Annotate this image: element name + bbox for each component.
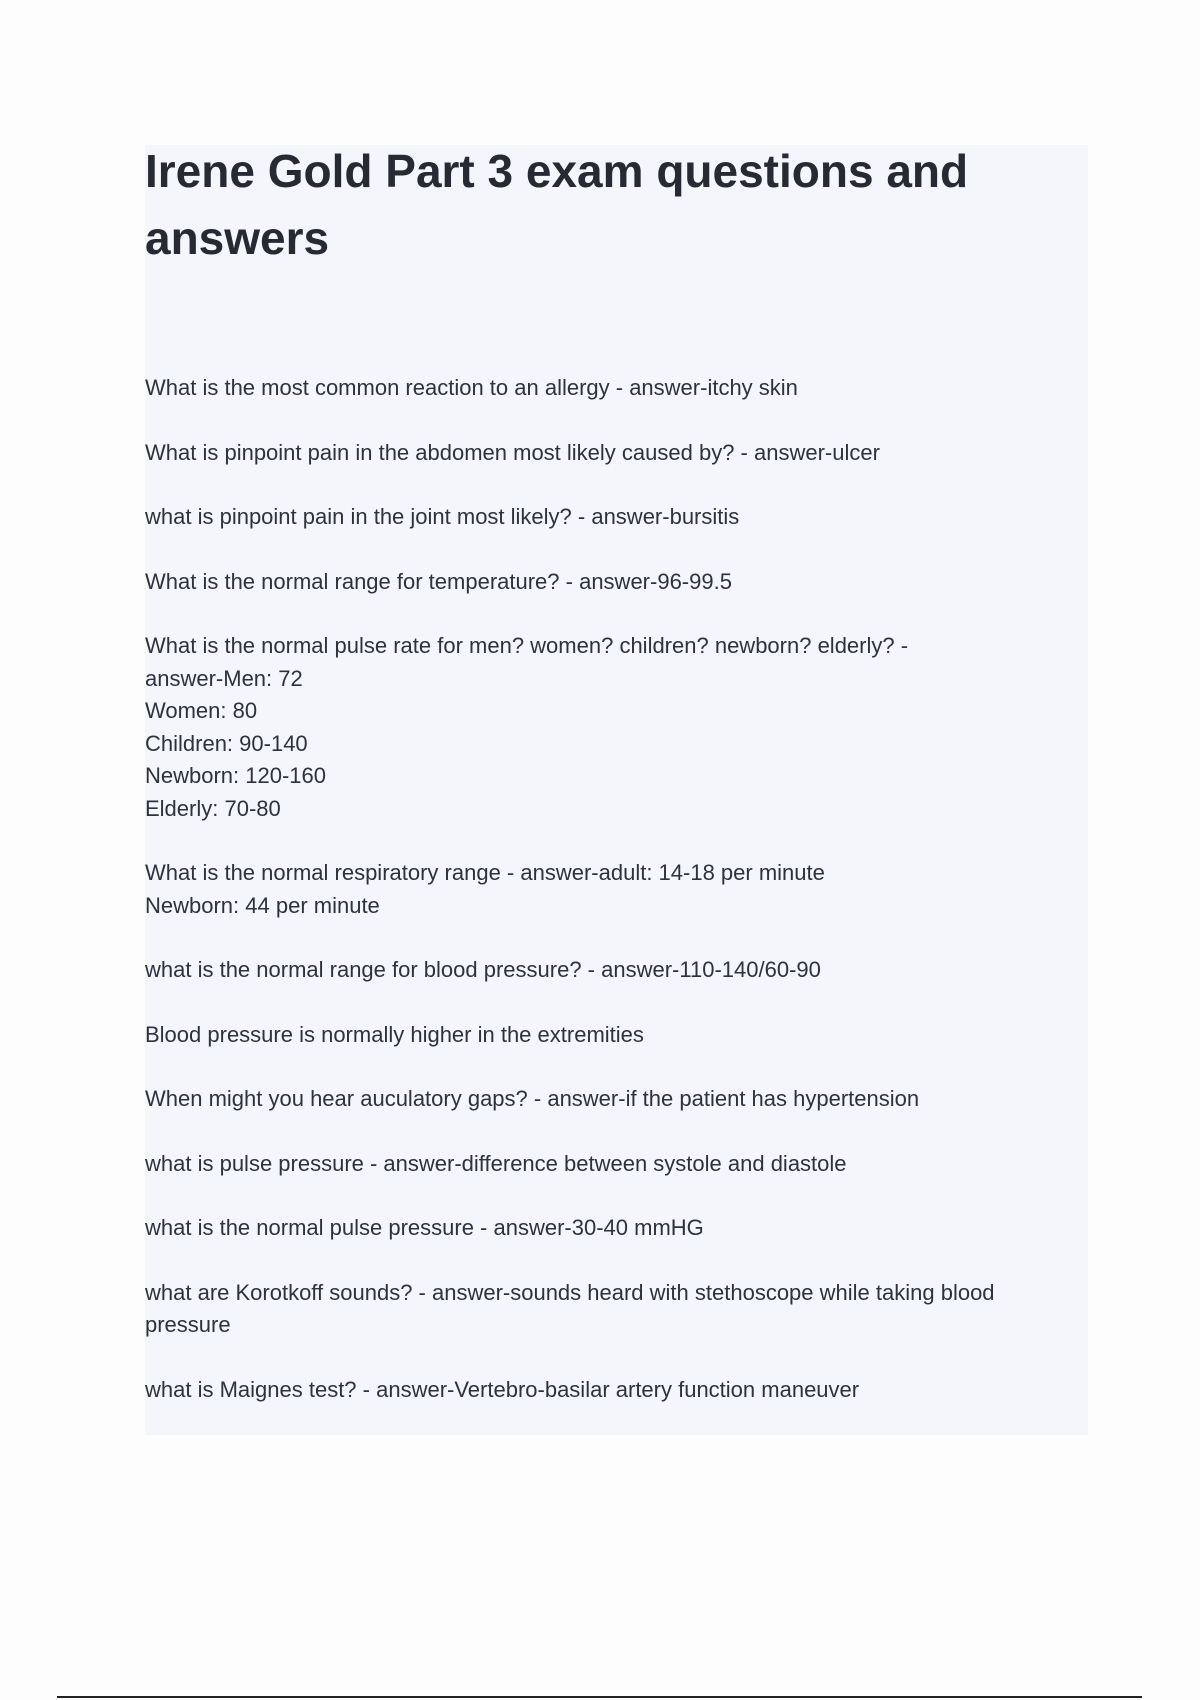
qa-item: What is the normal respiratory range - answer-adult: 14-18 per minute Newborn: 44 per minute xyxy=(145,860,825,918)
qa-list xyxy=(145,372,1085,1438)
qa-item: what are Korotkoff sounds? - answer-sounds heard with stethoscope while taking blood pressure xyxy=(145,1279,995,1337)
document-title: Irene Gold Part 3 exam questions and answers xyxy=(145,145,969,264)
qa-item: what is pulse pressure - answer-difference between systole and diastole xyxy=(145,1150,847,1176)
qa-item: what is the normal range for blood pressure? - answer-110-140/60-90 xyxy=(145,957,821,982)
qa-item: what is the normal pulse pressure - answer-30-40 mmHG xyxy=(145,1215,704,1240)
qa-item: What is the normal range for temperature? - answer-96-99.5 xyxy=(145,568,732,594)
qa-item: Blood pressure is normally higher in the extremities xyxy=(145,1021,644,1047)
qa-item: what is Maignes test? - answer-Vertebro-basilar artery function maneuver xyxy=(145,1376,860,1402)
qa-item: What is pinpoint pain in the abdomen most likely caused by? - answer-ulcer xyxy=(145,439,880,465)
qa-item: When might you hear auculatory gaps? - answer-if the patient has hypertension xyxy=(145,1086,920,1111)
qa-item: What is the normal pulse rate for men? women? children? newborn? elderly? - answer-Men: 72 Women: 80 Children: 90-140 Newborn: 120-160 Elderly: 70-80 xyxy=(145,633,909,821)
footer-divider xyxy=(57,1696,1142,1698)
qa-item: What is the most common reaction to an allergy - answer-itchy skin xyxy=(145,375,798,400)
qa-item: what is pinpoint pain in the joint most likely? - answer-bursitis xyxy=(145,504,740,529)
